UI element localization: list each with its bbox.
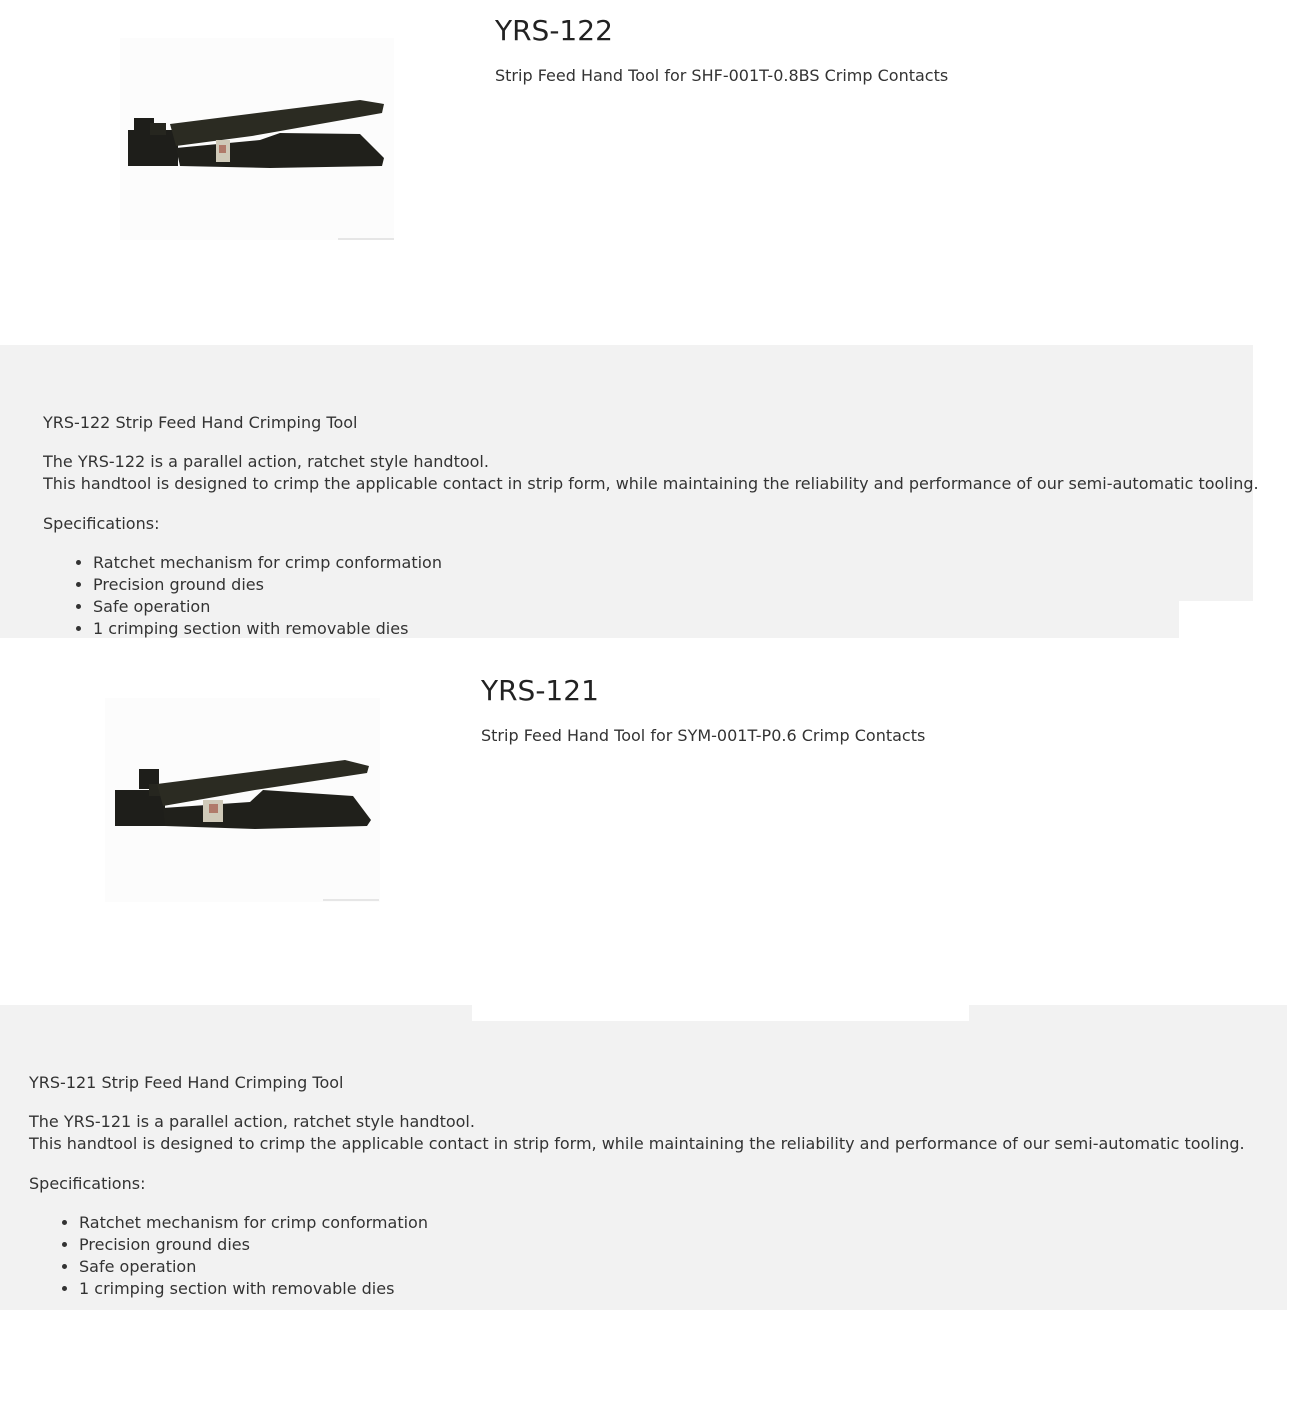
product-image	[120, 38, 394, 240]
crimp-tool-icon	[120, 38, 394, 240]
spec-item: • Ratchet mechanism for crimp conformation	[79, 1212, 1245, 1234]
description-title: YRS-122 Strip Feed Hand Crimping Tool	[43, 413, 358, 432]
description-line: The YRS-122 is a parallel action, ratchet style handtool.	[43, 452, 489, 471]
specifications-heading: Specifications:	[43, 514, 160, 533]
specifications-list	[29, 1212, 1245, 1300]
spec-item: • 1 crimping section with removable dies	[93, 618, 1259, 638]
product-subtitle: Strip Feed Hand Tool for SHF-001T-0.8BS Crimp Contacts	[495, 66, 949, 85]
description-line: This handtool is designed to crimp the applicable contact in strip form, while maintaining the reliability and performance of our semi-automatic tooling.	[29, 1134, 1245, 1153]
product-image	[105, 698, 380, 902]
product-subtitle: Strip Feed Hand Tool for SYM-001T-P0.6 Crimp Contacts	[481, 726, 926, 745]
crimp-tool-icon	[105, 698, 380, 902]
specifications-list	[43, 552, 1259, 638]
product-title: YRS-121	[481, 674, 599, 707]
product-description	[43, 412, 1259, 638]
spec-item: • Precision ground dies	[93, 574, 1259, 596]
spec-item: • Precision ground dies	[79, 1234, 1245, 1256]
panel-tab-gap	[472, 1005, 969, 1021]
spec-item: • 1 crimping section with removable dies	[79, 1278, 1245, 1300]
spec-item: • Ratchet mechanism for crimp conformation	[93, 552, 1259, 574]
product-description	[29, 1072, 1245, 1300]
description-line: The YRS-121 is a parallel action, ratchet style handtool.	[29, 1112, 475, 1131]
specifications-heading: Specifications:	[29, 1174, 146, 1193]
description-title: YRS-121 Strip Feed Hand Crimping Tool	[29, 1073, 344, 1092]
spec-item: • Safe operation	[79, 1256, 1245, 1278]
product-title: YRS-122	[495, 14, 613, 47]
description-line: This handtool is designed to crimp the applicable contact in strip form, while maintaining the reliability and performance of our semi-automatic tooling.	[43, 474, 1259, 493]
spec-item: • Safe operation	[93, 596, 1259, 618]
